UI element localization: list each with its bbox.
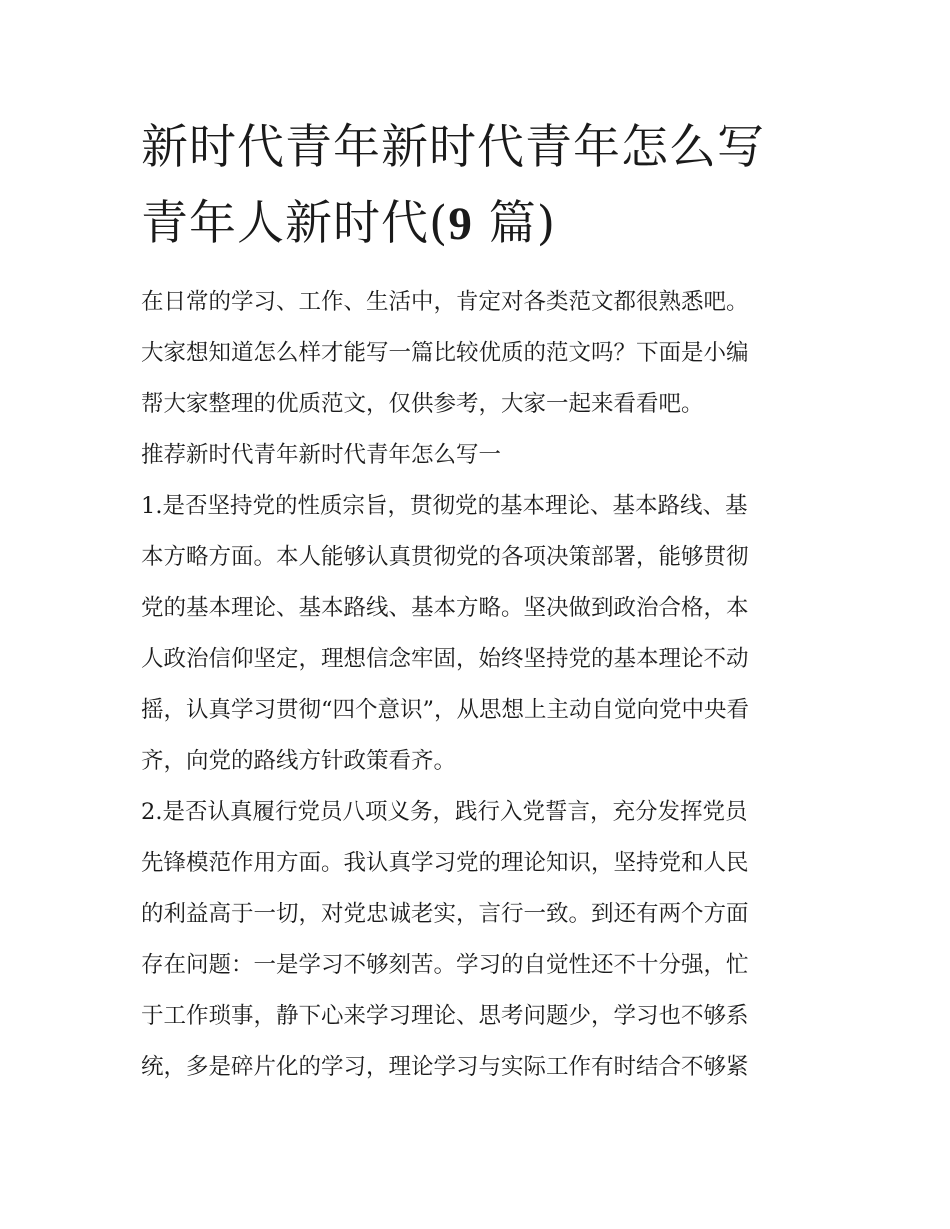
body-line: 人政治信仰坚定，理想信念牢固，始终坚持党的基本理论不动: [141, 646, 749, 672]
body-line: 2.是否认真履行党员八项义务，践行入党誓言，充分发挥党员: [141, 799, 748, 825]
body-line: 党的基本理论、基本路线、基本方略。坚决做到政治合格，本: [141, 595, 749, 621]
document-title: [141, 110, 821, 262]
document-body: [141, 277, 821, 1093]
section-heading: 推荐新时代青年新时代青年怎么写一: [141, 442, 502, 468]
body-line: 本方略方面。本人能够认真贯彻党的各项决策部署，能够贯彻: [141, 544, 749, 570]
body-line: 存在问题：一是学习不够刻苦。学习的自觉性还不十分强，忙: [141, 952, 749, 978]
body-line: 于工作琐事，静下心来学习理论、思考问题少，学习也不够系: [141, 1003, 749, 1029]
title-part-1: 新时代青年新时代青年怎么写: [141, 120, 765, 175]
body-line: 齐，向党的路线方针政策看齐。: [141, 748, 457, 774]
body-line: 大家想知道怎么样才能写一篇比较优质的范文吗？下面是小编: [141, 340, 749, 366]
body-line: 先锋模范作用方面。我认真学习党的理论知识，坚持党和人民: [141, 850, 749, 876]
title-count: 9: [448, 198, 473, 250]
title-part-2: 青年人新时代(: [141, 196, 449, 251]
body-line: 统，多是碎片化的学习，理论学习与实际工作有时结合不够紧: [141, 1054, 749, 1080]
title-part-4: 篇): [472, 196, 557, 251]
body-line: 帮大家整理的优质范文，仅供参考，大家一起来看看吧。: [141, 391, 704, 417]
body-line: 1.是否坚持党的性质宗旨，贯彻党的基本理论、基本路线、基: [141, 493, 748, 519]
body-line: 在日常的学习、工作、生活中，肯定对各类范文都很熟悉吧。: [141, 289, 749, 315]
body-line: 摇，认真学习贯彻“四个意识”，从思想上主动自觉向党中央看: [141, 697, 750, 723]
body-line: 的利益高于一切，对党忠诚老实，言行一致。到还有两个方面: [141, 901, 749, 927]
